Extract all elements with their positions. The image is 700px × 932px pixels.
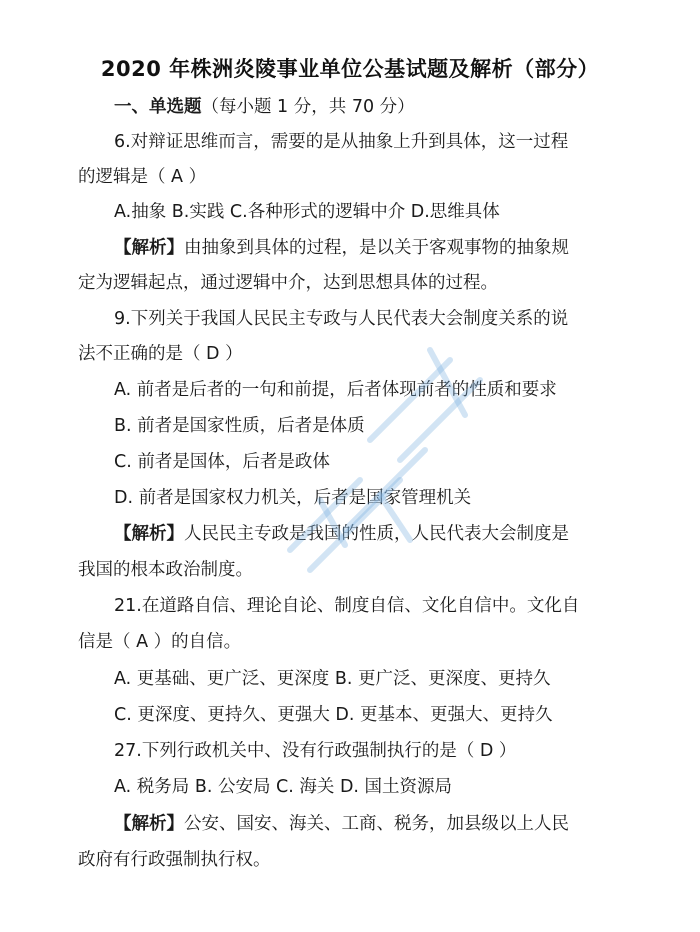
page-title: 2020 年株洲炎陵事业单位公基试题及解析（部分） xyxy=(100,57,600,81)
question-27-stem: 27.下列行政机关中、没有行政强制执行的是（ D ） xyxy=(114,741,517,761)
section-heading-note: （每小题 1 分，共 70 分） xyxy=(201,97,415,117)
question-9-analysis-line-2: 我国的根本政治制度。 xyxy=(78,560,253,580)
question-9-stem-line-2: 法不正确的是（ D ） xyxy=(78,344,243,364)
analysis-tag: 【解析】 xyxy=(114,524,184,544)
question-9-stem-line-1: 9.下列关于我国人民民主专政与人民代表大会制度关系的说 xyxy=(114,309,569,329)
analysis-text: 公安、国安、海关、工商、税务，加县级以上人民 xyxy=(184,814,569,834)
question-27-analysis-line-1 xyxy=(114,809,569,839)
question-21-options-line-1: A. 更基础、更广泛、更深度 B. 更广泛、更深度、更持久 xyxy=(114,669,551,689)
analysis-tag: 【解析】 xyxy=(114,814,184,834)
question-9-option-c: C. 前者是国体，后者是政体 xyxy=(114,452,330,472)
question-27-analysis-line-2: 政府有行政强制执行权。 xyxy=(78,850,271,870)
question-9-option-b: B. 前者是国家性质，后者是体质 xyxy=(114,416,365,436)
question-6-stem-line-2: 的逻辑是（ A ） xyxy=(78,167,207,187)
analysis-text: 由抽象到具体的过程，是以关于客观事物的抽象规 xyxy=(184,238,569,258)
section-heading xyxy=(114,92,415,122)
question-6-analysis-line-1 xyxy=(114,233,569,263)
analysis-text: 人民民主专政是我国的性质，人民代表大会制度是 xyxy=(184,524,569,544)
question-9-analysis-line-1 xyxy=(114,519,569,549)
question-6-stem-line-1: 6.对辩证思维而言，需要的是从抽象上升到具体，这一过程 xyxy=(114,132,569,152)
question-6-analysis-line-2: 定为逻辑起点，通过逻辑中介，达到思想具体的过程。 xyxy=(78,273,498,293)
question-21-stem-line-2: 信是（ A ）的自信。 xyxy=(78,632,242,652)
question-9-option-d: D. 前者是国家权力机关，后者是国家管理机关 xyxy=(114,488,472,508)
question-9-option-a: A. 前者是后者的一句和前提，后者体现前者的性质和要求 xyxy=(114,380,557,400)
question-21-options-line-2: C. 更深度、更持久、更强大 D. 更基本、更强大、更持久 xyxy=(114,705,553,725)
section-heading-label: 一、单选题 xyxy=(114,97,202,117)
question-21-stem-line-1: 21.在道路自信、理论自论、制度自信、文化自信中。文化自 xyxy=(114,596,580,616)
analysis-tag: 【解析】 xyxy=(114,238,184,258)
question-27-options: A. 税务局 B. 公安局 C. 海关 D. 国土资源局 xyxy=(114,777,453,797)
question-6-options: A.抽象 B.实践 C.各种形式的逻辑中介 D.思维具体 xyxy=(114,202,500,222)
